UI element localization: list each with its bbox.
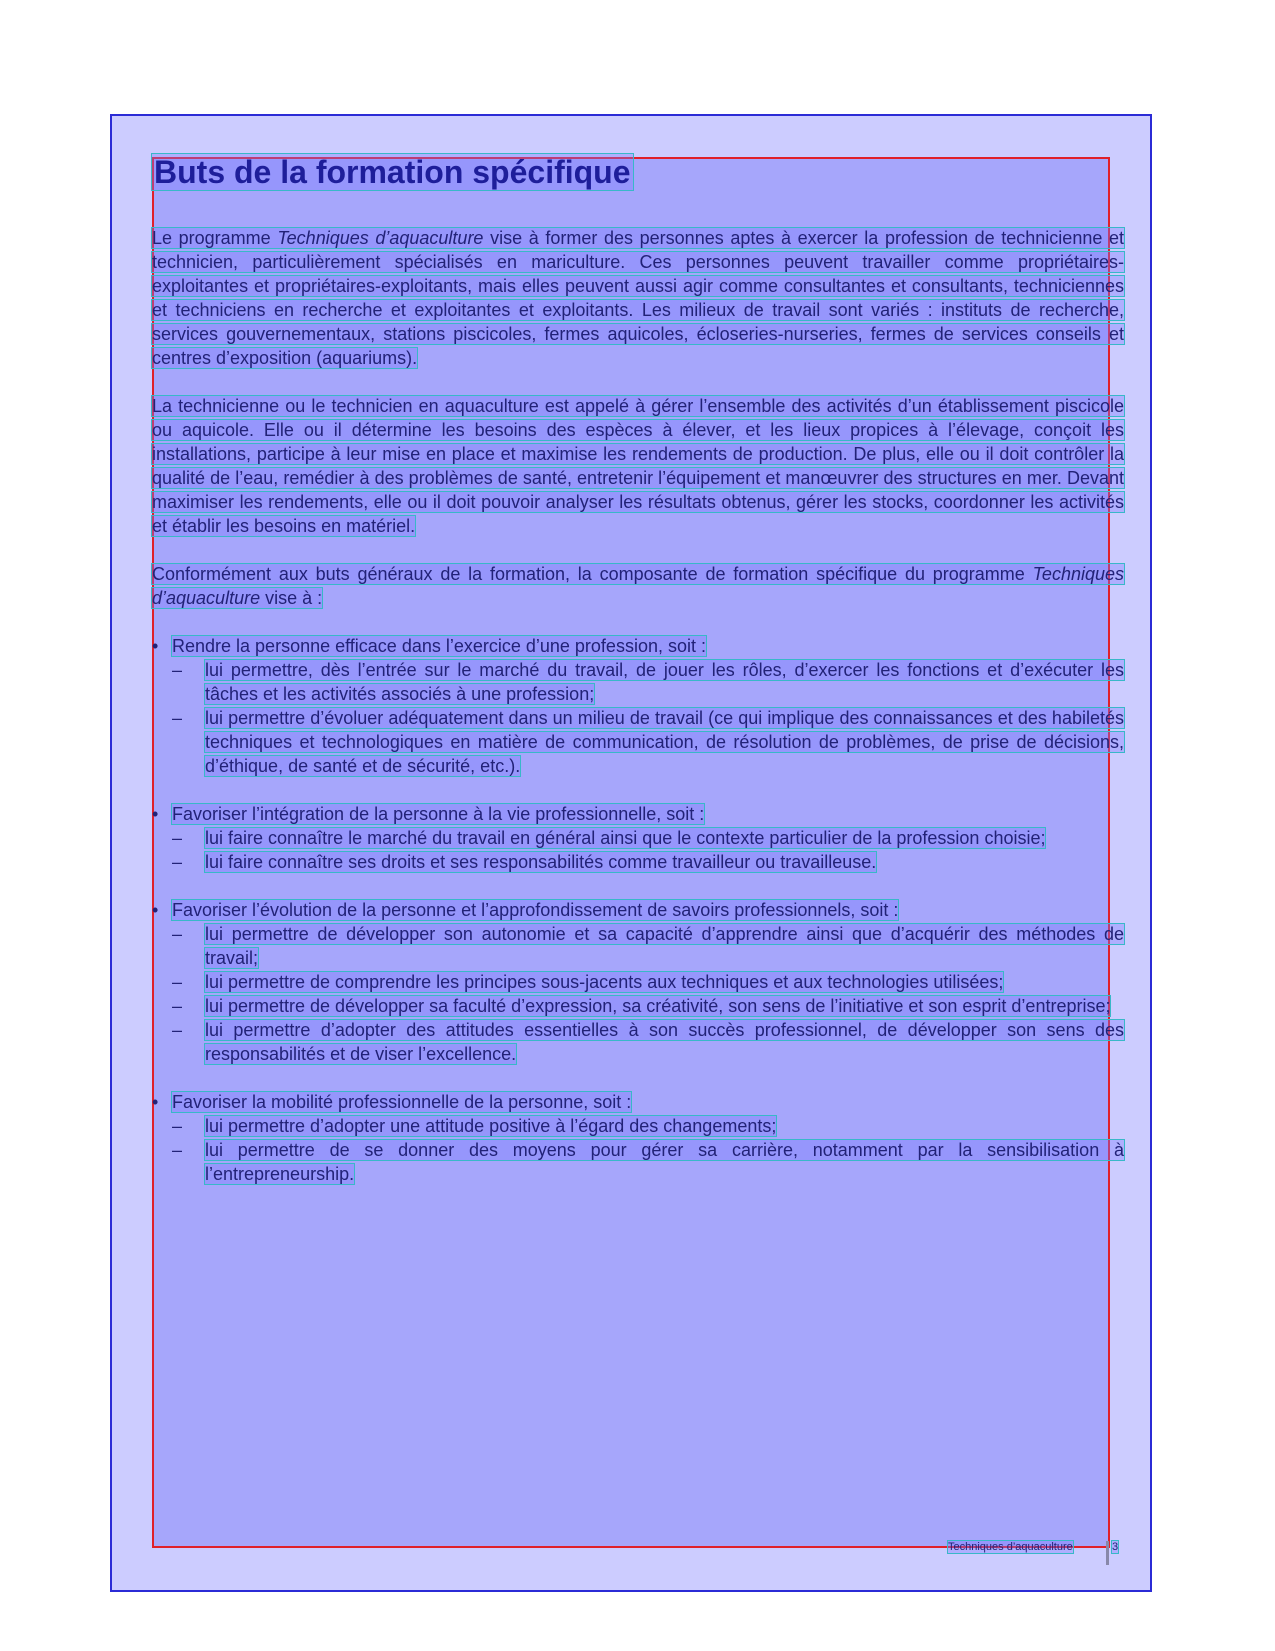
paragraph-intro-pre: Le programme [152,228,278,248]
dash-mark: – [172,1140,183,1160]
bullet-group [152,898,1124,1066]
footer-divider [1106,1541,1109,1565]
sub-item [152,658,1124,706]
dash-mark: – [172,852,183,872]
bullet-item [152,1090,1124,1114]
paragraph-goals [152,562,1124,610]
sub-item-text: lui permettre, dès l’entrée sur le marché du travail, de jouer les rôles, d’exercer les fonctions et d’exécuter les tâches et les activités associés à une profession; [205,660,1124,704]
sub-item-text: lui faire connaître ses droits et ses responsabilités comme travailleur ou travailleuse. [205,852,877,872]
dash-mark: – [172,996,183,1016]
sub-item [152,706,1124,778]
bullet-mark: • [152,804,159,824]
sub-item-text: lui permettre d’adopter des attitudes essentielles à son succès professionnel, de développer son sens des responsabilités et de viser l’excellence. [205,1020,1124,1064]
footer-program-name: Techniques d’aquaculture [948,1541,1073,1553]
bullet-group [152,1090,1124,1186]
page-title-text: Buts de la formation spécifique [154,154,631,190]
paragraph-role [152,394,1124,538]
bullet-mark: • [152,900,159,920]
bullet-label: Favoriser la mobilité professionnelle de la personne, soit : [172,1092,632,1112]
bullet-item [152,898,1124,922]
program-name-italic: Techniques d’aquaculture [152,564,1124,608]
sub-item [152,922,1124,970]
dash-mark: – [172,660,183,680]
dash-mark: – [172,828,183,848]
sub-item [152,994,1124,1018]
page-title [152,152,1124,192]
paragraph-intro-text [152,228,1124,368]
sub-item [152,1018,1124,1066]
sub-item-text: lui permettre de développer son autonomie et sa capacité d’apprendre ainsi que d’acquérir des méthodes de travail; [205,924,1124,968]
bullet-label: Rendre la personne efficace dans l’exercice d’une profession, soit : [172,636,706,656]
sub-item-text: lui permettre d’évoluer adéquatement dans un milieu de travail (ce qui implique des connaissances et des habiletés techniques et technologiques en matière de communication, de résolution de problèmes, de prise de décisions, d’éthique, de santé et de sécurité, etc.). [205,708,1124,776]
paragraph-intro-post: vise à former des personnes aptes à exercer la profession de technicienne et technicien, particulièrement spécialisés en mariculture. Ces personnes peuvent travailler comme propriétaires-exploitantes et propriétaires-exploitants, mais elles peuvent aussi agir comme consultantes et consultants, techniciennes et techniciens en recherche et exploitantes et exploitants. Les milieux de travail sont variés : instituts de recherche, services gouvernementaux, stations piscicoles, fermes aquicoles, écloseries-nurseries, fermes de services conseils et centres d’exposition (aquariums). [152,228,1124,368]
paragraph-goals-text [152,564,1124,608]
footer-page-number: 3 [1112,1541,1119,1553]
paragraph-intro [152,226,1124,370]
sub-item-text: lui permettre de développer sa faculté d’expression, sa créativité, son sens de l’initiative et son esprit d’entreprise; [205,996,1111,1016]
dash-mark: – [172,1116,183,1136]
sub-item-text: lui permettre de comprendre les principes sous-jacents aux techniques et aux technologies utilisées; [205,972,1004,992]
sub-item [152,826,1124,850]
program-name-italic: Techniques d’aquaculture [277,228,484,248]
document-body [152,152,1124,1186]
bullet-group [152,802,1124,874]
sub-item [152,970,1124,994]
dash-mark: – [172,924,183,944]
dash-mark: – [172,972,183,992]
sub-item [152,1114,1124,1138]
paragraph-goals-pre: Conformément aux buts généraux de la formation, la composante de formation spécifique du programme [152,564,1033,584]
dash-mark: – [172,708,183,728]
paragraph-role-text: La technicienne ou le technicien en aquaculture est appelé à gérer l’ensemble des activités d’un établissement piscicole ou aquicole. Elle ou il détermine les besoins des espèces à élever, et les lieux propices à l’élevage, conçoit les installations, participe à leur mise en place et maximise les rendements de production. De plus, elle ou il doit contrôler la qualité de l’eau, remédier à des problèmes de santé, entretenir l’équipement et manœuvrer des structures en mer. Devant maximiser les rendements, elle ou il doit pouvoir analyser les résultats obtenus, gérer les stocks, coordonner les activités et établir les besoins en matériel. [152,396,1124,536]
sub-item-text: lui permettre d’adopter une attitude positive à l’égard des changements; [205,1116,777,1136]
bullet-group [152,634,1124,778]
sub-item-text: lui permettre de se donner des moyens pour gérer sa carrière, notamment par la sensibilisation à l’entrepreneurship. [205,1140,1124,1184]
sub-item-text: lui faire connaître le marché du travail en général ainsi que le contexte particulier de la profession choisie; [205,828,1046,848]
bullet-mark: • [152,636,159,656]
dash-mark: – [172,1020,183,1040]
bullet-mark: • [152,1092,159,1112]
sub-item [152,850,1124,874]
bullet-label: Favoriser l’intégration de la personne à la vie professionnelle, soit : [172,804,705,824]
bullet-item [152,802,1124,826]
sub-item [152,1138,1124,1186]
bullet-item [152,634,1124,658]
paragraph-goals-post: vise à : [260,588,323,608]
bullet-label: Favoriser l’évolution de la personne et l’approfondissement de savoirs professionnels, soit : [172,900,899,920]
